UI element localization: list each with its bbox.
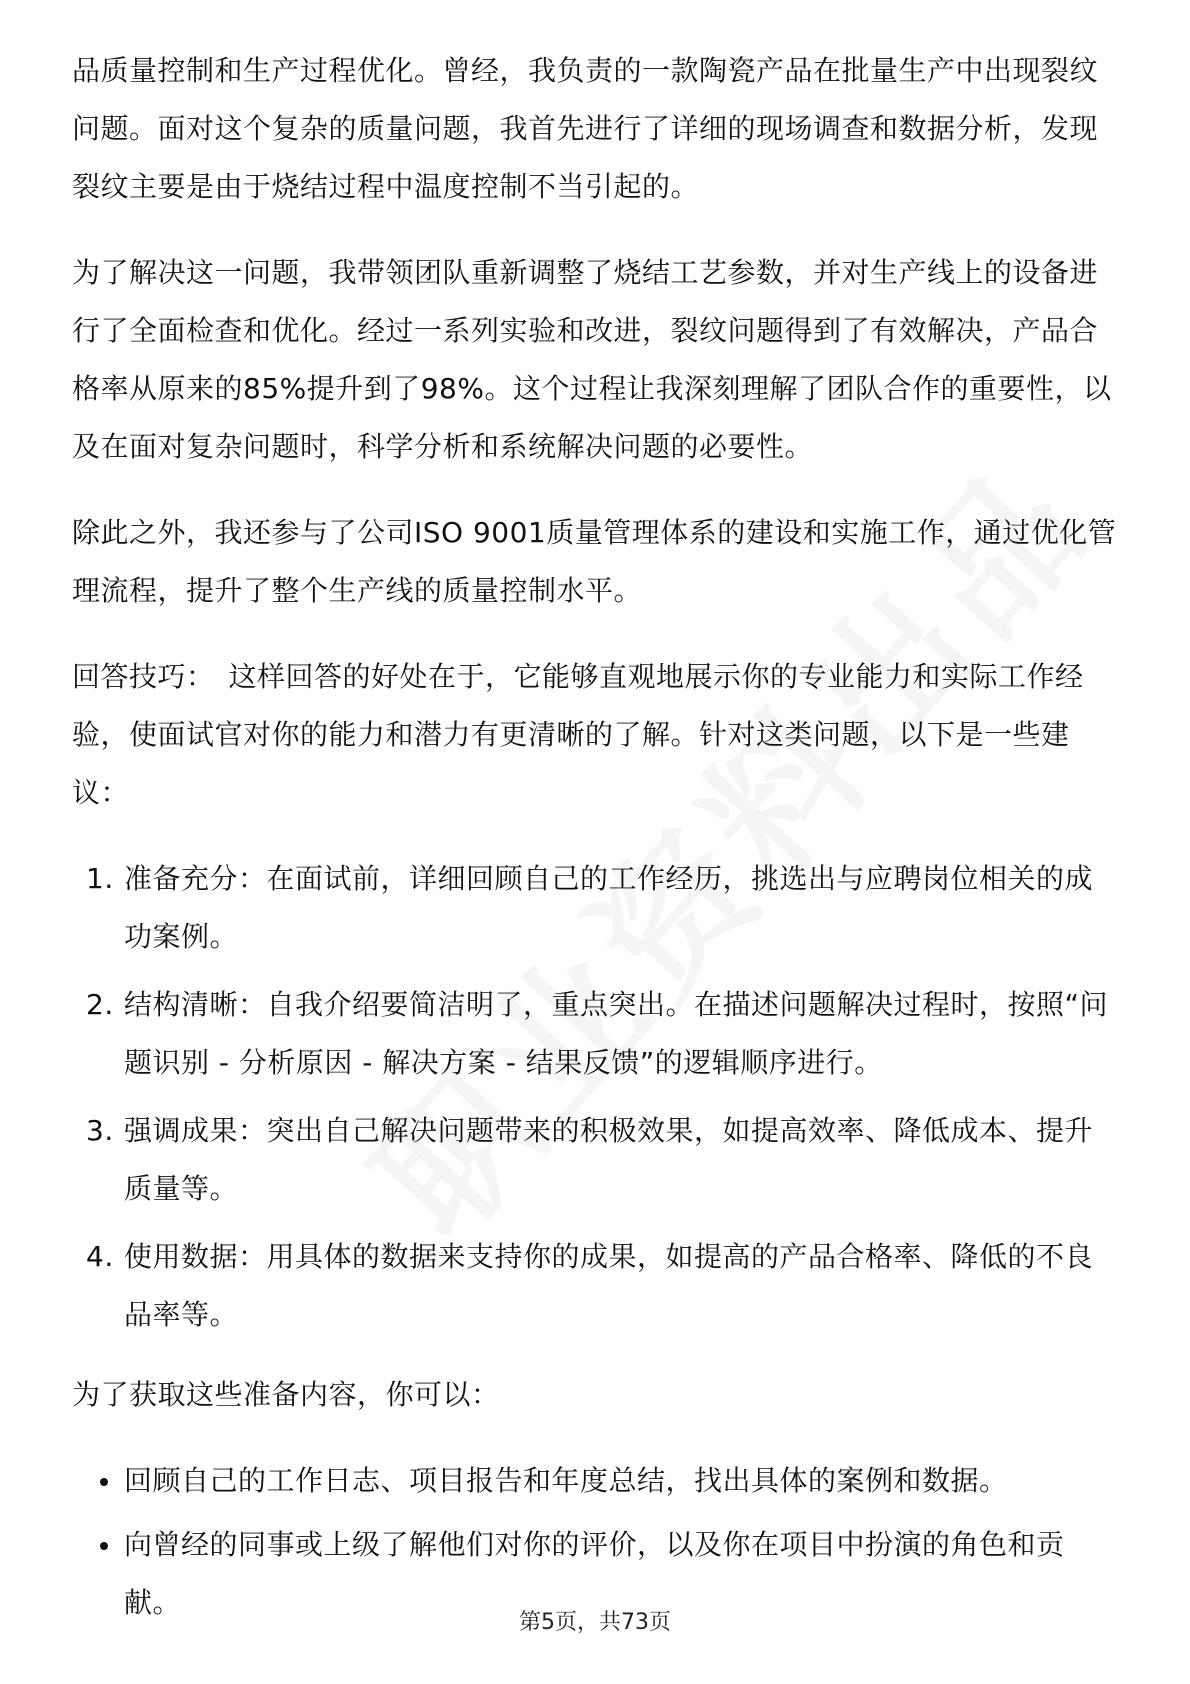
tips-text: 这样回答的好处在于，它能够直观地展示你的专业能力和实际工作经验，使面试官对你的能力和潜力有更清晰的了解。针对这类问题，以下是一些建议： [72,660,1084,809]
list-number: 4. [86,1240,114,1273]
list-number: 3. [86,1114,114,1147]
prep-intro: 为了获取这些准备内容，你可以： [72,1378,500,1411]
list-item [72,1228,1120,1344]
list-item-text: 向曾经的同事或上级了解他们对你的评价，以及你在项目中扮演的角色和贡献。 [124,1528,1065,1619]
bullet-icon [100,1542,108,1550]
bullet-icon [100,1478,108,1486]
list-number: 1. [86,862,114,895]
list-item [72,1102,1120,1218]
list-item-text: 准备充分：在面试前，详细回顾自己的工作经历，挑选出与应聘岗位相关的成功案例。 [124,862,1094,953]
list-item [72,976,1120,1092]
tips-list [72,850,1120,1344]
prep-list [72,1452,1120,1632]
paragraph-2: 为了解决这一问题，我带领团队重新调整了烧结工艺参数，并对生产线上的设备进行了全面检查和优化。经过一系列实验和改进，裂纹问题得到了有效解决，产品合格率从原来的85%提升到了98%。这个过程让我深刻理解了团队合作的重要性，以及在面对复杂问题时，科学分析和系统解决问题的必要性。 [72,256,1112,463]
paragraph-3: 除此之外，我还参与了公司ISO 9001质量管理体系的建设和实施工作，通过优化管理流程，提升了整个生产线的质量控制水平。 [72,516,1117,607]
list-number: 2. [86,988,114,1021]
page-footer: 第5页，共73页 [519,1610,671,1635]
tips-label: 回答技巧： [72,660,215,693]
list-item-text: 使用数据：用具体的数据来支持你的成果，如提高的产品合格率、降低的不良品率等。 [124,1240,1094,1331]
tips-paragraph [72,648,1120,822]
list-item-text: 强调成果：突出自己解决问题带来的积极效果，如提高效率、降低成本、提升质量等。 [124,1114,1094,1205]
page-content [72,42,1120,1638]
list-item [72,850,1120,966]
list-item-text: 结构清晰：自我介绍要简洁明了，重点突出。在描述问题解决过程时，按照“问题识别 - 分析原因 - 解决方案 - 结果反馈”的逻辑顺序进行。 [124,988,1109,1079]
list-item [72,1452,1120,1510]
paragraph-1: 品质量控制和生产过程优化。曾经，我负责的一款陶瓷产品在批量生产中出现裂纹问题。面对这个复杂的质量问题，我首先进行了详细的现场调查和数据分析，发现裂纹主要是由于烧结过程中温度控制不当引起的。 [72,54,1099,203]
list-item-text: 回顾自己的工作日志、项目报告和年度总结，找出具体的案例和数据。 [124,1464,1008,1497]
